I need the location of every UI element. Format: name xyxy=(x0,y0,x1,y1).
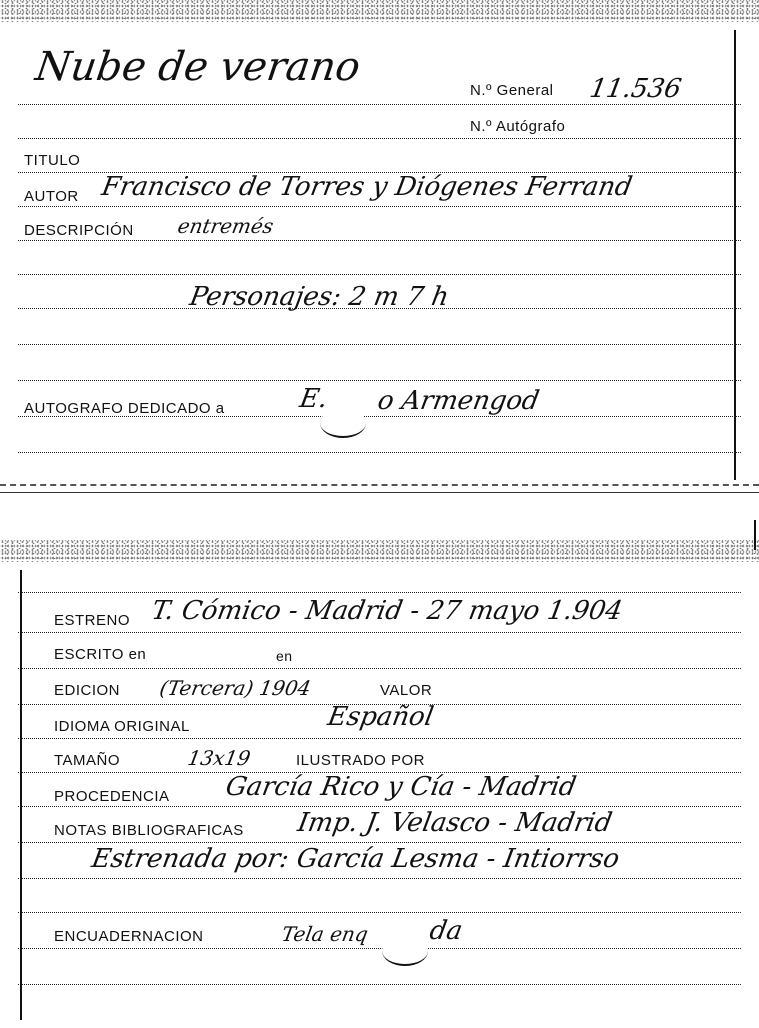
premiere-value: T. Cómico - Madrid - 27 mayo 1.904 xyxy=(149,596,625,626)
card-right-border xyxy=(754,520,756,550)
written-in-second-label: en xyxy=(276,648,293,664)
description-label: DESCRIPCIÓN xyxy=(24,222,134,239)
ruled-line xyxy=(18,984,741,985)
redaction-mark xyxy=(382,936,428,966)
original-language-label: IDIOMA ORIGINAL xyxy=(54,718,190,735)
ruled-line xyxy=(18,738,741,739)
size-label: TAMAÑO xyxy=(54,752,121,769)
bibliographic-notes-value: Imp. J. Velasco - Madrid xyxy=(295,808,615,838)
ruled-line xyxy=(18,912,741,913)
general-number-value: 11.536 xyxy=(587,74,684,104)
autograph-number-label: N.º Autógrafo xyxy=(470,118,566,135)
ruled-line xyxy=(18,380,741,381)
card-edge-noise xyxy=(0,540,759,562)
play-title: Nube de verano xyxy=(32,44,364,90)
binding-label: ENCUADERNACION xyxy=(54,928,204,945)
title-label: TITULO xyxy=(24,152,81,169)
ruled-line xyxy=(18,948,741,949)
ruled-line xyxy=(18,878,741,879)
redaction-mark xyxy=(320,408,366,438)
ruled-line xyxy=(18,274,741,275)
card-left-border xyxy=(20,570,22,1020)
ruled-line xyxy=(18,104,741,105)
provenance-value: García Rico y Cía - Madrid xyxy=(223,772,579,802)
dedicated-value-end: o Armengod xyxy=(375,386,542,416)
bibliographic-notes-value-2: Estrenada por: García Lesma - Intiorrso xyxy=(89,844,622,874)
card-edge-noise xyxy=(0,0,759,22)
ruled-line xyxy=(18,452,741,453)
ruled-line xyxy=(18,344,741,345)
binding-value-start: Tela enq xyxy=(279,922,370,946)
edition-value: (Tercera) 1904 xyxy=(157,676,313,700)
value-label: VALOR xyxy=(380,682,433,699)
characters-value: Personajes: 2 m 7 h xyxy=(187,282,452,312)
ruled-line xyxy=(18,842,741,843)
description-value: entremés xyxy=(175,214,276,238)
author-value: Francisco de Torres y Diógenes Ferrand xyxy=(99,172,635,202)
card-right-border xyxy=(734,30,736,480)
card-divider xyxy=(0,492,759,493)
ruled-line xyxy=(18,240,741,241)
catalog-card-top xyxy=(0,0,759,492)
bibliographic-notes-label: NOTAS BIBLIOGRAFICAS xyxy=(54,822,244,839)
size-value: 13x19 xyxy=(185,746,253,770)
provenance-label: PROCEDENCIA xyxy=(54,788,170,805)
ruled-line xyxy=(18,668,741,669)
ruled-line xyxy=(18,592,741,593)
catalog-card-bottom xyxy=(0,540,759,1028)
ruled-line xyxy=(18,206,741,207)
card-cut-line xyxy=(0,484,759,486)
original-language-value: Español xyxy=(325,702,436,732)
premiere-label: ESTRENO xyxy=(54,612,131,629)
general-number-label: N.º General xyxy=(470,82,554,99)
ruled-line xyxy=(18,806,741,807)
dedicated-label: AUTOGRAFO DEDICADO a xyxy=(24,400,225,417)
ruled-line xyxy=(18,138,741,139)
dedicated-value-start: E. xyxy=(297,384,330,414)
ruled-line xyxy=(18,632,741,633)
edition-label: EDICION xyxy=(54,682,121,699)
illustrated-by-label: ILUSTRADO POR xyxy=(296,752,426,769)
author-label: AUTOR xyxy=(24,188,79,205)
binding-value-end: da xyxy=(427,916,465,946)
written-in-label: ESCRITO en xyxy=(54,646,147,663)
